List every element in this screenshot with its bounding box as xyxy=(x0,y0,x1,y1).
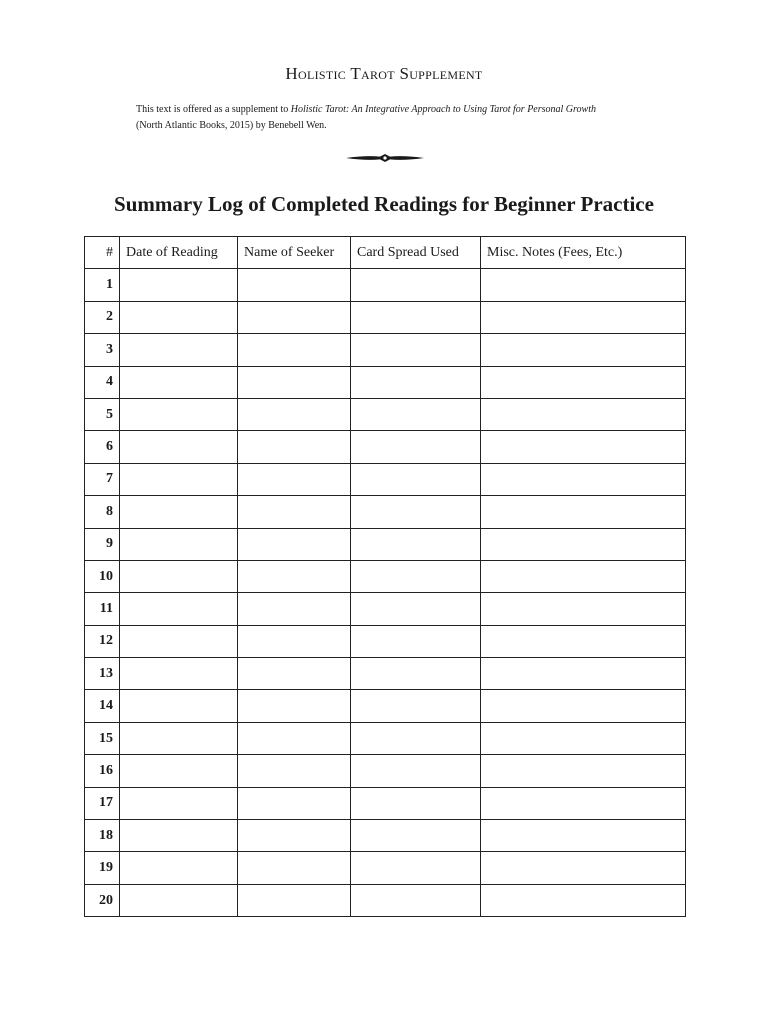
row-number: 16 xyxy=(85,755,120,787)
spread-cell xyxy=(351,625,481,657)
date-cell xyxy=(120,625,238,657)
date-cell xyxy=(120,852,238,884)
seeker-cell xyxy=(238,755,351,787)
notes-cell xyxy=(481,690,686,722)
spread-cell xyxy=(351,496,481,528)
intro-text xyxy=(136,102,656,134)
notes-cell xyxy=(481,852,686,884)
table-row xyxy=(85,334,686,366)
row-number: 11 xyxy=(85,593,120,625)
table-row xyxy=(85,658,686,690)
date-cell xyxy=(120,269,238,301)
row-number: 9 xyxy=(85,528,120,560)
notes-cell xyxy=(481,884,686,916)
column-header-date: Date of Reading xyxy=(120,237,238,269)
notes-cell xyxy=(481,722,686,754)
spread-cell xyxy=(351,301,481,333)
notes-cell xyxy=(481,625,686,657)
date-cell xyxy=(120,658,238,690)
spread-cell xyxy=(351,560,481,592)
table-row xyxy=(85,820,686,852)
seeker-cell xyxy=(238,852,351,884)
seeker-cell xyxy=(238,884,351,916)
seeker-cell xyxy=(238,301,351,333)
date-cell xyxy=(120,301,238,333)
seeker-cell xyxy=(238,820,351,852)
date-cell xyxy=(120,884,238,916)
seeker-cell xyxy=(238,463,351,495)
date-cell xyxy=(120,496,238,528)
spread-cell xyxy=(351,658,481,690)
column-header-number: # xyxy=(85,237,120,269)
seeker-cell xyxy=(238,625,351,657)
table-row xyxy=(85,398,686,430)
seeker-cell xyxy=(238,560,351,592)
spread-cell xyxy=(351,334,481,366)
notes-cell xyxy=(481,334,686,366)
seeker-cell xyxy=(238,658,351,690)
intro-suffix: (North Atlantic Books, 2015) by Benebell Wen. xyxy=(136,120,327,131)
notes-cell xyxy=(481,528,686,560)
row-number: 14 xyxy=(85,690,120,722)
column-header-notes: Misc. Notes (Fees, Etc.) xyxy=(481,237,686,269)
date-cell xyxy=(120,722,238,754)
column-header-seeker: Name of Seeker xyxy=(238,237,351,269)
spread-cell xyxy=(351,463,481,495)
row-number: 8 xyxy=(85,496,120,528)
seeker-cell xyxy=(238,366,351,398)
table-row xyxy=(85,722,686,754)
table-body xyxy=(85,269,686,917)
table-row xyxy=(85,625,686,657)
ornament-divider-icon xyxy=(346,152,424,164)
spread-cell xyxy=(351,755,481,787)
notes-cell xyxy=(481,496,686,528)
row-number: 10 xyxy=(85,560,120,592)
date-cell xyxy=(120,820,238,852)
row-number: 2 xyxy=(85,301,120,333)
seeker-cell xyxy=(238,787,351,819)
date-cell xyxy=(120,398,238,430)
row-number: 1 xyxy=(85,269,120,301)
date-cell xyxy=(120,334,238,366)
notes-cell xyxy=(481,787,686,819)
spread-cell xyxy=(351,431,481,463)
row-number: 17 xyxy=(85,787,120,819)
table-row xyxy=(85,690,686,722)
seeker-cell xyxy=(238,398,351,430)
date-cell xyxy=(120,366,238,398)
spread-cell xyxy=(351,398,481,430)
seeker-cell xyxy=(238,269,351,301)
row-number: 13 xyxy=(85,658,120,690)
row-number: 3 xyxy=(85,334,120,366)
row-number: 15 xyxy=(85,722,120,754)
seeker-cell xyxy=(238,722,351,754)
seeker-cell xyxy=(238,431,351,463)
notes-cell xyxy=(481,463,686,495)
column-header-spread: Card Spread Used xyxy=(351,237,481,269)
notes-cell xyxy=(481,431,686,463)
date-cell xyxy=(120,690,238,722)
spread-cell xyxy=(351,593,481,625)
table-row xyxy=(85,787,686,819)
table-row xyxy=(85,593,686,625)
table-row xyxy=(85,269,686,301)
spread-cell xyxy=(351,884,481,916)
intro-book-title: Holistic Tarot: An Integrative Approach to Using Tarot for Personal Growth xyxy=(290,104,596,115)
notes-cell xyxy=(481,560,686,592)
table-row xyxy=(85,366,686,398)
date-cell xyxy=(120,755,238,787)
table-row xyxy=(85,301,686,333)
row-number: 19 xyxy=(85,852,120,884)
row-number: 4 xyxy=(85,366,120,398)
spread-cell xyxy=(351,852,481,884)
notes-cell xyxy=(481,366,686,398)
spread-cell xyxy=(351,722,481,754)
table-row xyxy=(85,431,686,463)
notes-cell xyxy=(481,658,686,690)
date-cell xyxy=(120,463,238,495)
table-row xyxy=(85,560,686,592)
header-title: Holistic Tarot Supplement xyxy=(285,64,483,83)
notes-cell xyxy=(481,301,686,333)
table-row xyxy=(85,755,686,787)
row-number: 12 xyxy=(85,625,120,657)
readings-log-table xyxy=(84,236,686,917)
row-number: 6 xyxy=(85,431,120,463)
notes-cell xyxy=(481,593,686,625)
spread-cell xyxy=(351,820,481,852)
notes-cell xyxy=(481,269,686,301)
spread-cell xyxy=(351,528,481,560)
notes-cell xyxy=(481,755,686,787)
row-number: 20 xyxy=(85,884,120,916)
spread-cell xyxy=(351,787,481,819)
date-cell xyxy=(120,593,238,625)
seeker-cell xyxy=(238,496,351,528)
seeker-cell xyxy=(238,690,351,722)
spread-cell xyxy=(351,366,481,398)
row-number: 7 xyxy=(85,463,120,495)
table-row xyxy=(85,528,686,560)
row-number: 18 xyxy=(85,820,120,852)
date-cell xyxy=(120,528,238,560)
date-cell xyxy=(120,431,238,463)
seeker-cell xyxy=(238,334,351,366)
page-title: Summary Log of Completed Readings for Beginner Practice xyxy=(114,192,654,216)
seeker-cell xyxy=(238,593,351,625)
row-number: 5 xyxy=(85,398,120,430)
table-header-row xyxy=(85,237,686,269)
spread-cell xyxy=(351,269,481,301)
table-row xyxy=(85,496,686,528)
seeker-cell xyxy=(238,528,351,560)
intro-prefix: This text is offered as a supplement to xyxy=(136,104,291,115)
table-row xyxy=(85,884,686,916)
notes-cell xyxy=(481,820,686,852)
table-row xyxy=(85,852,686,884)
date-cell xyxy=(120,787,238,819)
date-cell xyxy=(120,560,238,592)
table-row xyxy=(85,463,686,495)
notes-cell xyxy=(481,398,686,430)
spread-cell xyxy=(351,690,481,722)
